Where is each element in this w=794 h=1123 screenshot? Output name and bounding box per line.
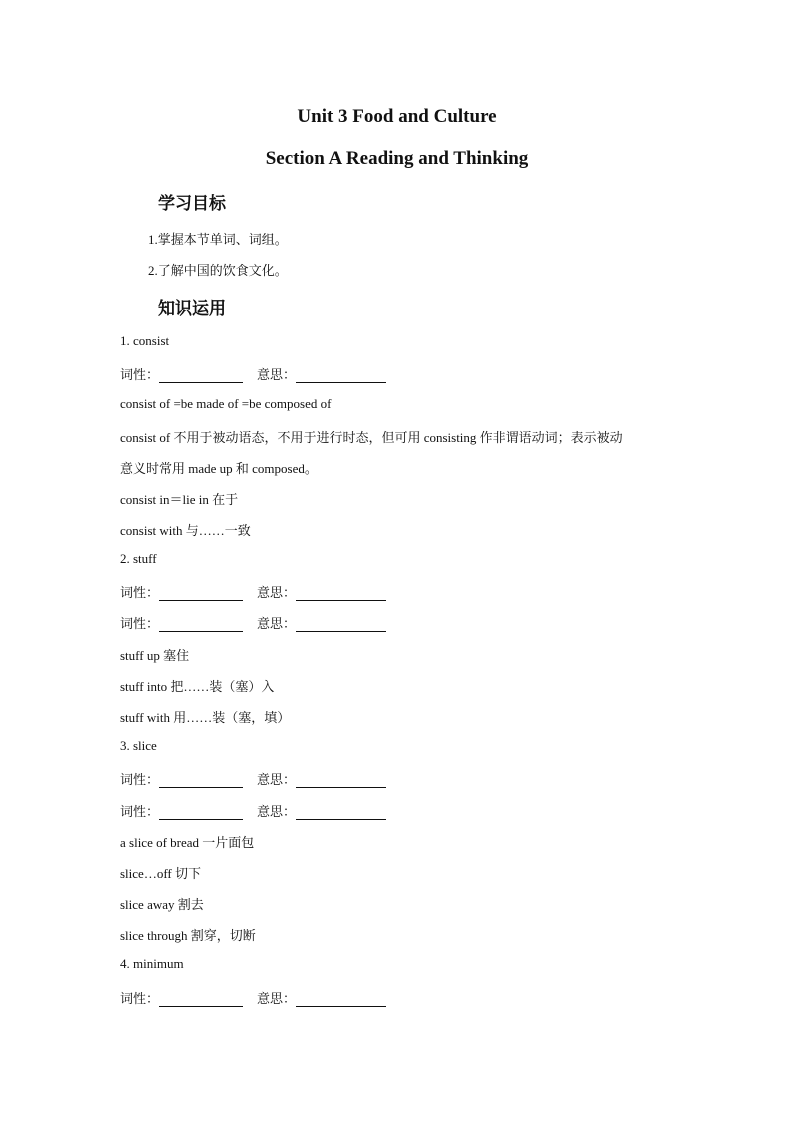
meaning-label: 意思： bbox=[257, 616, 297, 631]
note-line: stuff with 用……装（塞，填） bbox=[120, 710, 291, 725]
goal-item-2: 2.了解中国的饮食文化。 bbox=[148, 263, 288, 278]
note-line: consist in＝lie in 在于 bbox=[120, 492, 239, 507]
meaning-blank[interactable] bbox=[296, 806, 386, 820]
meaning-blank[interactable] bbox=[296, 587, 386, 601]
pos-label: 词性： bbox=[120, 616, 160, 631]
pos-blank[interactable] bbox=[159, 993, 243, 1007]
word-heading-stuff: 2. stuff bbox=[120, 551, 157, 566]
pos-blank[interactable] bbox=[159, 774, 243, 788]
note-line: stuff into 把……装（塞）入 bbox=[120, 679, 275, 694]
note-line: consist with 与……一致 bbox=[120, 523, 251, 538]
note-line: 意义时常用 made up 和 composed。 bbox=[120, 461, 318, 476]
fill-row bbox=[120, 364, 386, 383]
fill-row bbox=[120, 582, 386, 601]
word-heading-consist: 1. consist bbox=[120, 333, 170, 348]
document-subtitle: Section A Reading and Thinking bbox=[265, 148, 529, 169]
meaning-label: 意思： bbox=[257, 804, 297, 819]
fill-row bbox=[120, 988, 386, 1007]
note-line: consist of =be made of =be composed of bbox=[120, 396, 332, 411]
pos-blank[interactable] bbox=[159, 369, 243, 383]
meaning-blank[interactable] bbox=[296, 774, 386, 788]
note-line: consist of 不用于被动语态，不用于进行时态，但可用 consisting 作非谓语动词；表示被动 bbox=[120, 430, 623, 445]
meaning-label: 意思： bbox=[257, 991, 297, 1006]
pos-blank[interactable] bbox=[159, 587, 243, 601]
learning-goals-heading: 学习目标 bbox=[158, 194, 226, 214]
meaning-label: 意思： bbox=[257, 367, 297, 382]
pos-label: 词性： bbox=[120, 804, 160, 819]
pos-blank[interactable] bbox=[159, 806, 243, 820]
meaning-blank[interactable] bbox=[296, 369, 386, 383]
meaning-blank[interactable] bbox=[296, 993, 386, 1007]
word-heading-slice: 3. slice bbox=[120, 738, 157, 753]
goal-item-1: 1.掌握本节单词、词组。 bbox=[148, 232, 288, 247]
meaning-blank[interactable] bbox=[296, 618, 386, 632]
note-line: a slice of bread 一片面包 bbox=[120, 835, 255, 850]
meaning-label: 意思： bbox=[257, 772, 297, 787]
pos-blank[interactable] bbox=[159, 618, 243, 632]
fill-row bbox=[120, 801, 386, 820]
pos-label: 词性： bbox=[120, 585, 160, 600]
note-line: stuff up 塞住 bbox=[120, 648, 190, 663]
fill-row bbox=[120, 613, 386, 632]
fill-row bbox=[120, 769, 386, 788]
meaning-label: 意思： bbox=[257, 585, 297, 600]
pos-label: 词性： bbox=[120, 367, 160, 382]
knowledge-heading: 知识运用 bbox=[158, 299, 226, 319]
note-line: slice through 割穿，切断 bbox=[120, 928, 256, 943]
word-heading-minimum: 4. minimum bbox=[120, 956, 184, 971]
note-line: slice away 割去 bbox=[120, 897, 204, 912]
pos-label: 词性： bbox=[120, 991, 160, 1006]
note-line: slice…off 切下 bbox=[120, 866, 201, 881]
pos-label: 词性： bbox=[120, 772, 160, 787]
document-title: Unit 3 Food and Culture bbox=[297, 106, 497, 127]
